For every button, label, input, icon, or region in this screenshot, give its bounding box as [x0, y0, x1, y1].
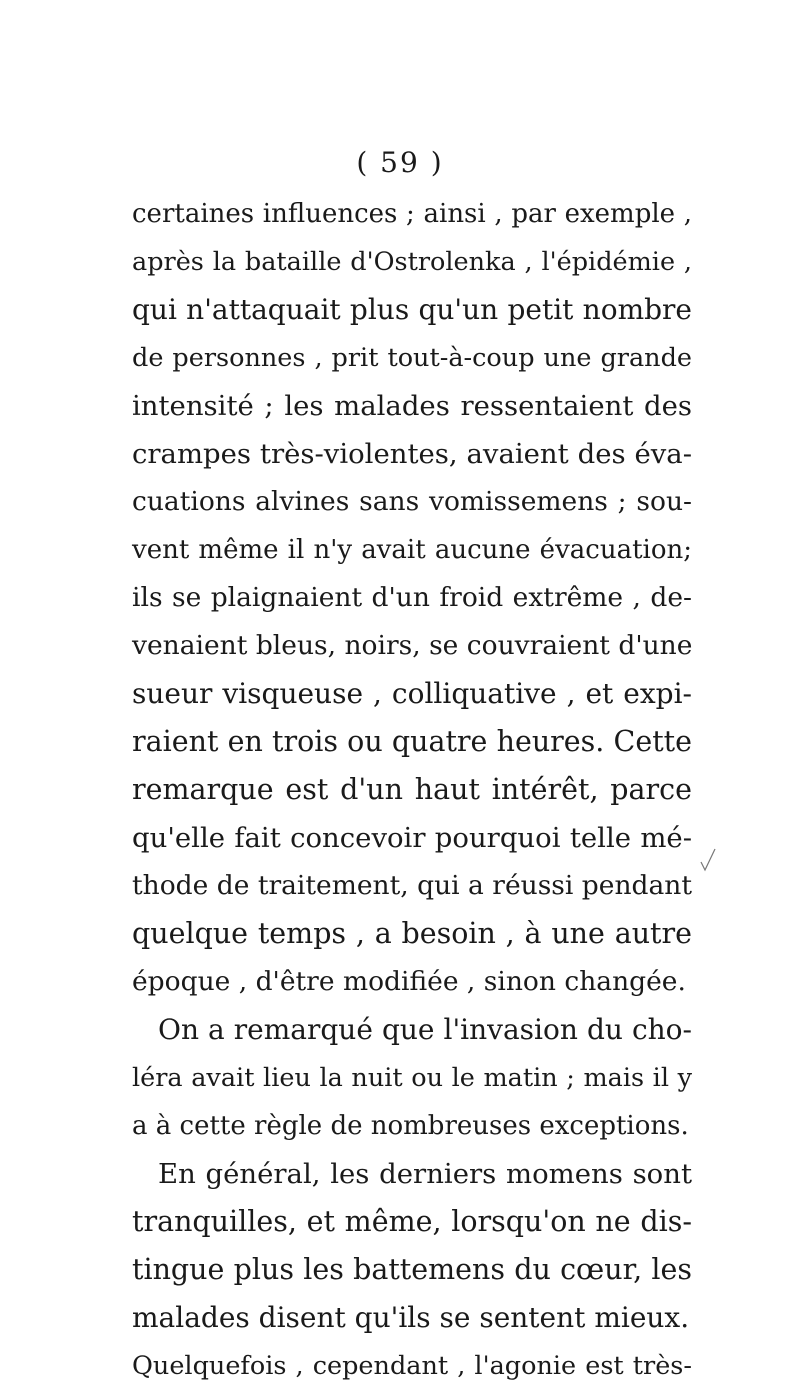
- text-line: certaines influences ; ainsi , par exemple ,: [132, 199, 692, 229]
- margin-pencil-mark: [700, 848, 716, 872]
- text-line: cuations alvines sans vomissemens ; sou-: [132, 486, 692, 517]
- page-number: ( 59 ): [356, 146, 444, 179]
- text-line: raient en trois ou quatre heures. Cette: [132, 725, 692, 758]
- text-line: qui n'attaquait plus qu'un petit nombre: [132, 293, 692, 326]
- text-line: malades disent qu'ils se sentent mieux.: [132, 1301, 690, 1334]
- text-line: qu'elle fait concevoir pourquoi telle mé-: [132, 822, 692, 854]
- text-line: Quelquefois , cependant , l'agonie est très-: [132, 1351, 692, 1381]
- body-text: [132, 190, 692, 1390]
- text-line: thode de traitement, qui a réussi pendant: [132, 870, 692, 901]
- text-line: remarque est d'un haut intérêt, parce: [132, 773, 692, 806]
- text-line: quelque temps , a besoin , à une autre: [132, 917, 692, 950]
- text-line: léra avait lieu la nuit ou le matin ; mais il y: [132, 1063, 692, 1093]
- text-line: On a remarqué que l'invasion du cho-: [158, 1013, 692, 1046]
- text-line: En général, les derniers momens sont: [158, 1158, 692, 1190]
- text-line: tranquilles, et même, lorsqu'on ne dis-: [132, 1205, 692, 1238]
- text-line: ils se plaignaient d'un froid extrême , de-: [132, 582, 692, 613]
- text-line: époque , d'être modifiée , sinon changée.: [132, 966, 686, 997]
- text-line: a à cette règle de nombreuses exceptions.: [132, 1111, 689, 1141]
- text-line: après la bataille d'Ostrolenka , l'épidémie ,: [132, 247, 692, 277]
- text-line: crampes très-violentes, avaient des éva-: [132, 438, 692, 470]
- text-line: de personnes , prit tout-à-coup une grande: [132, 343, 692, 373]
- text-line: tingue plus les battemens du cœur, les: [132, 1253, 692, 1286]
- text-line: intensité ; les malades ressentaient des: [132, 390, 692, 422]
- text-line: venaient bleus, noirs, se couvraient d'une: [132, 630, 693, 661]
- text-line: sueur visqueuse , colliquative , et expi-: [132, 677, 692, 710]
- text-line: vent même il n'y avait aucune évacuation;: [132, 535, 692, 565]
